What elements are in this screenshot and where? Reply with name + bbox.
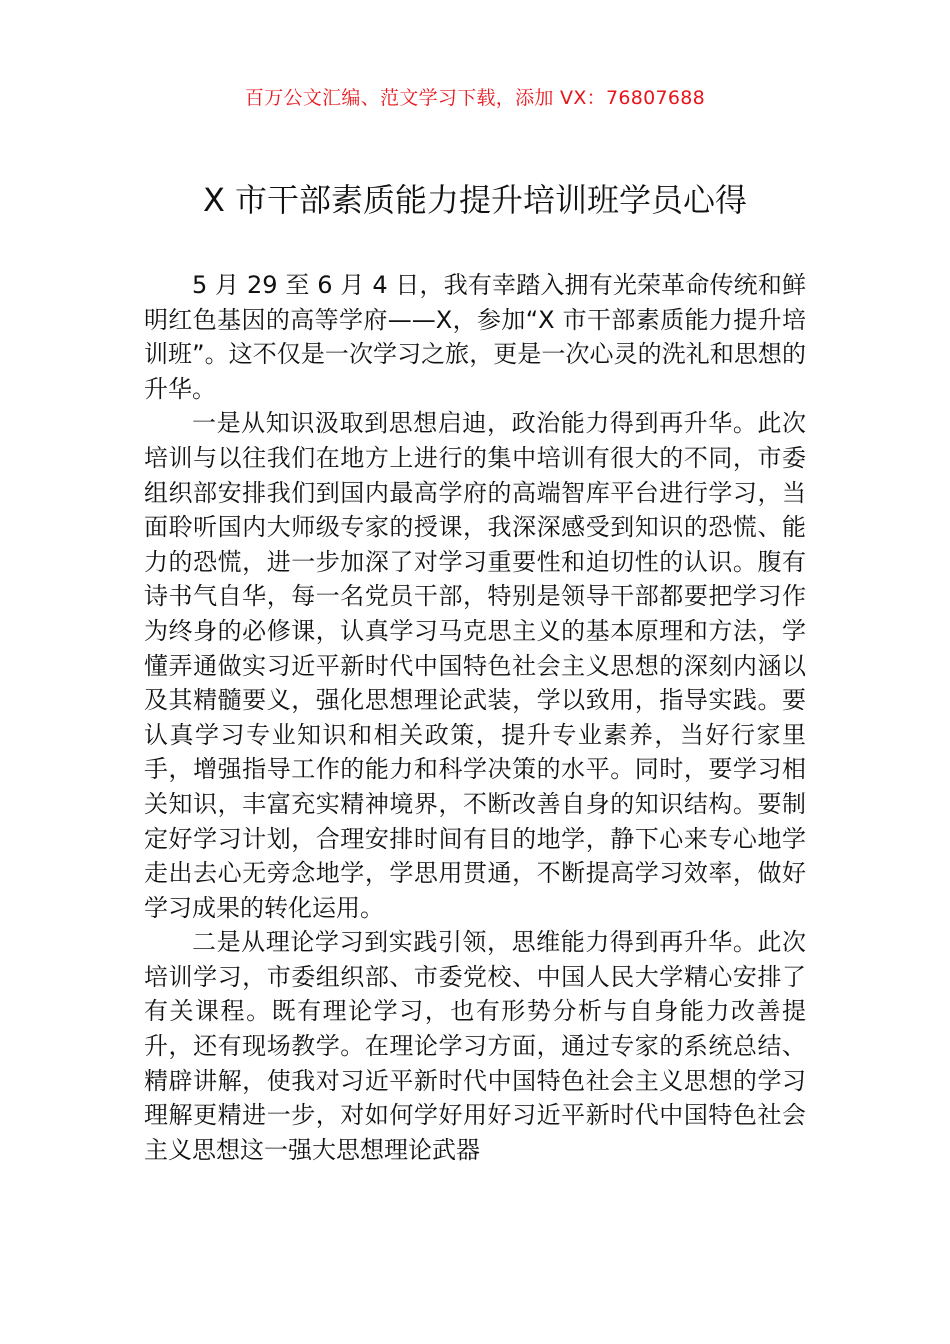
paragraph-first-point: 一是从知识汲取到思想启迪，政治能力得到再升华。此次培训与以往我们在地方上进行的集中培训有很大的不同，市委组织部安排我们到国内最高学府的高端智库平台进行学习，当面聆听国内大师级专家的授课，我深深感受到知识的恐慌、能力的恐慌，进一步加深了对学习重要性和迫切性的认识。腹有诗书气自华，每一名党员干部，特别是领导干部都要把学习作为终身的必修课，认真学习马克思主义的基本原理和方法，学懂弄通做实习近平新时代中国特色社会主义思想的深刻内涵以及其精髓要义，强化思想理论武装，学以致用，指导实践。要认真学习专业知识和相关政策，提升专业素养，当好行家里手，增强指导工作的能力和科学决策的水平。同时，要学习相关知识，丰富充实精神境界，不断改善自身的知识结构。要制定好学习计划，合理安排时间有目的地学，静下心来专心地学走出去心无旁念地学，学思用贯通，不断提高学习效率，做好学习成果的转化运用。 xyxy=(144,409,806,922)
document-body xyxy=(144,268,806,1167)
document-title: X 市干部素质能力提升培训班学员心得 xyxy=(202,181,748,219)
paragraph-second-point: 二是从理论学习到实践引领，思维能力得到再升华。此次培训学习，市委组织部、市委党校、中国人民大学精心安排了有关课程。既有理论学习，也有形势分析与自身能力改善提升，还有现场教学。在理论学习方面，通过专家的系统总结、精辟讲解，使我对习近平新时代中国特色社会主义思想的学习理解更精进一步，对如何学好用好习近平新时代中国特色社会主义思想这一强大思想理论武器 xyxy=(144,928,806,1164)
header-note: 百万公文汇编、范文学习下载，添加 VX：76807688 xyxy=(244,87,706,109)
paragraph-intro: 5 月 29 至 6 月 4 日，我有幸踏入拥有光荣革命传统和鲜明红色基因的高等学府——X，参加“X 市干部素质能力提升培训班”。这不仅是一次学习之旅，更是一次心灵的洗礼和思想的升华。 xyxy=(144,271,806,403)
